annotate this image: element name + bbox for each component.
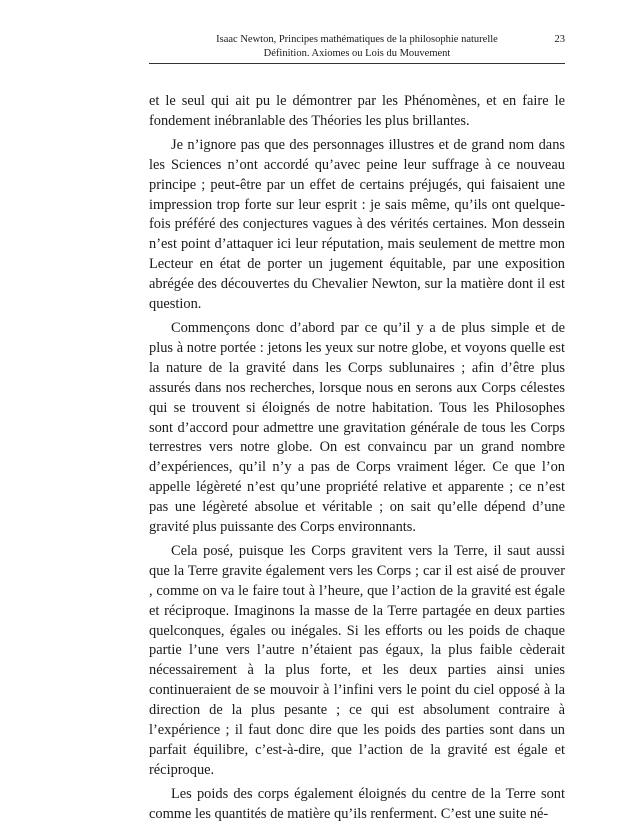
paragraph: Commençons donc d’abord par ce qu’il y a de plus simple et de plus à notre portée : jetons les yeux sur notre globe, et voyons quelle est la nature de la gravité dans les Corps sublunaires ; afin d’être plus assurés dans nos recherches, lorsque nous en serons aux Corps célestes qui se trouvent si éloignés de notre habitation. Tous les Philosophes sont d’accord pour admettre une gravitation générale de tous les Corps terrestres vers notre globe. On est convaincu par un grand nombre d’expériences, qu’il n’y a pas de Corps vraiment léger. Ce que l’on appelle légèreté n’est qu’une propriété relative et apparente ; ce n’est pas une légèreté absolue et véritable ; on sait qu’elle dépend d’une gravité plus puissante des Corps environnants. — [149, 319, 565, 536]
body-text — [149, 92, 565, 829]
paragraph: et le seul qui ait pu le démontrer par les Phénomènes, et en faire le fondement inébranlable des Théories les plus brillantes. — [149, 93, 565, 129]
paragraph: Je n’ignore pas que des personnages illustres et de grand nom dans les Sciences n’ont accordé qu’avec peine leur suffrage à ce nouveau principe ; peut-être par un effet de certains préjugés, qui faisaient une impression trop forte sur leur esprit : je sais même, qu’ils ont quelquefois préféré des conjectures vagues à des vérités certaines. Mon dessein n’est point d’attaquer ici leur réputation, mais seulement de mettre mon Lecteur en état de porter un jugement équitable, par une exposition abrégée des découvertes du Chevalier Newton, sur la matière dont il est question. — [149, 136, 565, 313]
running-title: Isaac Newton, Principes mathématiques de la philosophie naturelle — [216, 34, 498, 45]
page-number: 23 — [554, 34, 565, 45]
running-subtitle: Définition. Axiomes ou Lois du Mouvement — [263, 48, 451, 59]
paragraph: Les poids des corps également éloignés du centre de la Terre sont comme les quantités de matière qu’ils renferment. C’est une suite né- — [149, 785, 565, 822]
page-header — [149, 33, 565, 63]
header-rule — [149, 63, 565, 64]
paragraph: Cela posé, puisque les Corps gravitent vers la Terre, il saut aussi que la Terre gravite également vers les Corps ; car il est aisé de prouver , comme on va le faire tout à l’heure, que l’action de la gravité est égale et réciproque. Imaginons la masse de la Terre partagée en deux parties quelconques, égales ou inégales. Si les efforts ou les poids de chaque partie l’une vers l’autre n’étaient pas égaux, la plus faible cèderait nécessairement à la plus forte, et les deux parties ainsi unies continueraient de se mouvoir à l’infini vers le point du ciel opposé à la direction de la plus pesante ; ce qui est absolument contraire à l’expérience ; il faut donc dire que les poids des parties sont dans un parfait équilibre, c’est-à-dire, que l’action de la gravité est égale et réciproque. — [149, 542, 565, 778]
